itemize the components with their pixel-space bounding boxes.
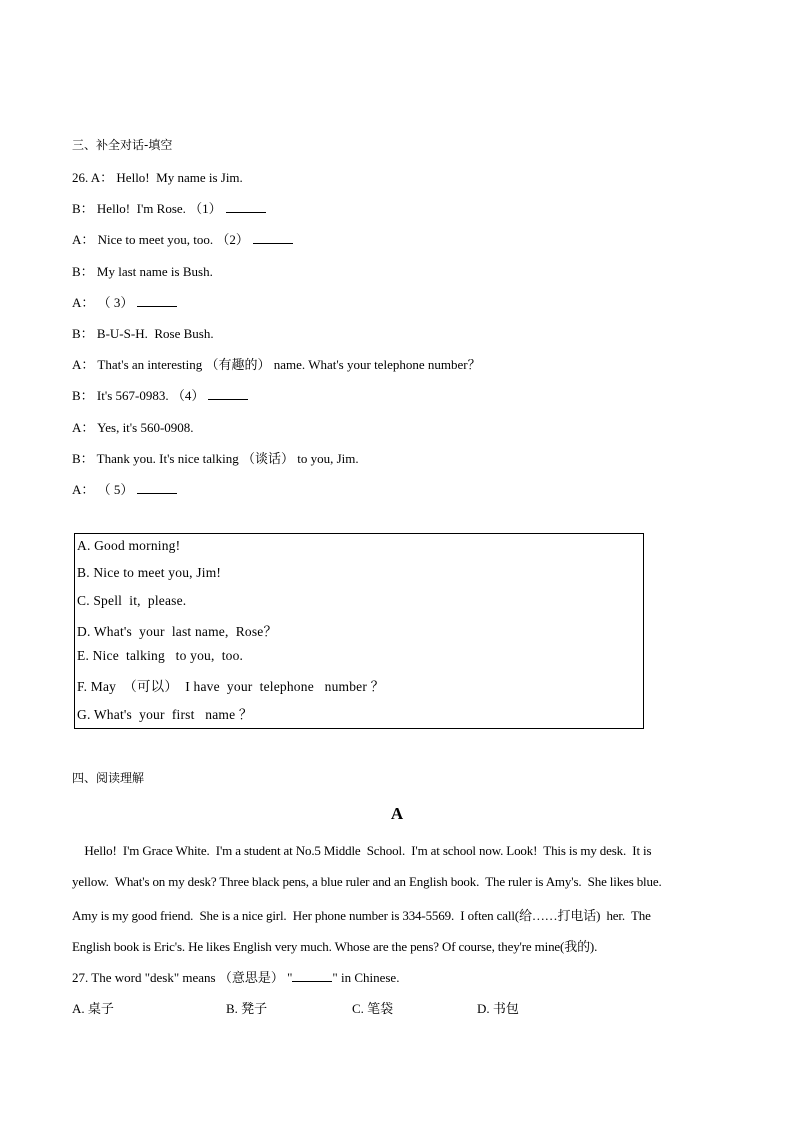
dialogue-line-3-text: A： Nice to meet you, too. （2） [72, 232, 249, 247]
question-27 [72, 967, 399, 986]
choice-a[interactable]: A. 桌子 [72, 1001, 114, 1016]
passage-line-4: English book is Eric's. He likes English very much. Whose are the pens? Of course, they're mine(我的). [72, 939, 598, 954]
choice-d[interactable]: D. 书包 [477, 1001, 519, 1016]
dialogue-line-8 [72, 385, 248, 404]
dialogue-line-2-text: B： Hello! I'm Rose. （1） [72, 201, 222, 216]
section4-heading: 四、阅读理解 [72, 771, 145, 785]
passage-line-1: Hello! I'm Grace White. I'm a student at No.5 Middle School. I'm at school now. Look! This is my desk. It is [72, 843, 652, 858]
passage-line-2: yellow. What's on my desk? Three black pens, a blue ruler and an English book. The ruler is Amy's. She likes blue. [72, 874, 662, 889]
option-c: C. Spell it, please. [77, 593, 187, 608]
option-g: G. What's your first name ？ [77, 707, 253, 722]
dialogue-line-4: B： My last name is Bush. [72, 264, 213, 279]
question-27-blank[interactable] [292, 969, 332, 982]
option-e: E. Nice talking to you, too. [77, 648, 244, 663]
options-box [74, 533, 644, 729]
dialogue-line-1: 26. A： Hello! My name is Jim. [72, 170, 243, 185]
option-a: A. Good morning! [77, 538, 181, 553]
dialogue-line-3 [72, 229, 293, 248]
passage-title: A [390, 804, 404, 823]
dialogue-line-5 [72, 292, 177, 311]
blank-5[interactable] [137, 481, 177, 494]
blank-1[interactable] [226, 200, 266, 213]
dialogue-line-11 [72, 479, 177, 498]
choice-b[interactable]: B. 凳子 [226, 1001, 268, 1016]
dialogue-line-11-text: A： （ 5） [72, 482, 134, 497]
choice-c[interactable]: C. 笔袋 [352, 1001, 394, 1016]
option-f: F. May （可以） I have your telephone number ？ [77, 679, 385, 694]
question-27-stem-after: " in Chinese. [332, 970, 400, 985]
dialogue-line-5-text: A： （ 3） [72, 295, 134, 310]
dialogue-line-8-text: B： It's 567-0983. （4） [72, 388, 205, 403]
dialogue-line-9: A： Yes, it's 560-0908. [72, 420, 194, 435]
option-d: D. What's your last name, Rose？ [77, 624, 278, 639]
passage-line-3: Amy is my good friend. She is a nice girl. Her phone number is 334-5569. I often call(给……打电话) her. The [72, 908, 651, 923]
blank-3[interactable] [137, 294, 177, 307]
dialogue-line-7: A： That's an interesting （有趣的） name. What's your telephone number？ [72, 357, 481, 372]
dialogue-line-6: B： B-U-S-H. Rose Bush. [72, 326, 214, 341]
blank-2[interactable] [253, 231, 293, 244]
section3-heading: 三、补全对话-填空 [72, 138, 173, 152]
blank-4[interactable] [208, 387, 248, 400]
question-27-stem-before: 27. The word "desk" means （意思是） " [72, 970, 293, 985]
dialogue-line-2 [72, 198, 266, 217]
dialogue-line-10: B： Thank you. It's nice talking （谈话） to you, Jim. [72, 451, 359, 466]
option-b: B. Nice to meet you, Jim! [77, 565, 222, 580]
